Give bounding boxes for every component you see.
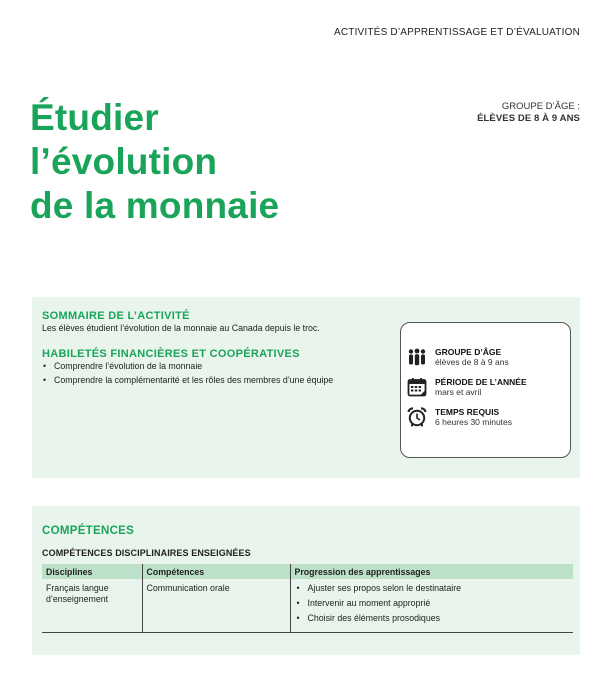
competences-section — [32, 506, 580, 655]
table-row — [42, 579, 573, 633]
cell-competence: Communication orale — [142, 579, 290, 633]
people-icon — [407, 347, 427, 367]
info-period-label: PÉRIODE DE L’ANNÉE — [435, 377, 527, 387]
list-item: • Ajuster ses propos selon le destinataire — [295, 583, 570, 594]
info-time-value: 6 heures 30 minutes — [435, 417, 513, 427]
list-item: • Intervenir au moment approprié — [295, 598, 570, 609]
info-time-label: TEMPS REQUIS — [435, 407, 500, 417]
cell-progression — [290, 579, 573, 633]
competences-heading: COMPÉTENCES — [42, 525, 135, 537]
skills-heading: HABILETÉS FINANCIÈRES ET COOPÉRATIVES — [42, 348, 300, 360]
info-age-value: élèves de 8 à 9 ans — [435, 357, 509, 367]
info-time-row — [407, 407, 512, 427]
age-group-block — [477, 101, 580, 125]
page-title — [30, 96, 279, 228]
calendar-icon — [407, 377, 427, 397]
skills-list — [42, 361, 362, 388]
list-item: • Comprendre l’évolution de la monnaie — [42, 361, 362, 373]
list-item: • Comprendre la complémentarité et les rôles des membres d’une équipe — [42, 375, 362, 387]
alarm-clock-icon — [407, 407, 427, 427]
info-period-row — [407, 377, 527, 397]
competences-table — [42, 564, 573, 633]
age-group-value: ÉLÈVES DE 8 À 9 ANS — [477, 113, 580, 124]
info-age-row — [407, 347, 509, 367]
column-header-disciplines: Disciplines — [42, 564, 142, 579]
summary-heading: SOMMAIRE DE L’ACTIVITÉ — [42, 310, 190, 322]
title-line-1: Étudier — [30, 97, 159, 138]
column-header-competences: Compétences — [142, 564, 290, 579]
column-header-progression: Progression des apprentissages — [290, 564, 573, 579]
document-category-header: ACTIVITÉS D’APPRENTISSAGE ET D’ÉVALUATION — [333, 27, 580, 38]
list-item: • Choisir des éléments prosodiques — [295, 613, 570, 624]
cell-discipline: Français langue d’enseignement — [46, 583, 109, 604]
competences-subheading: COMPÉTENCES DISCIPLINAIRES ENSEIGNÉES — [42, 548, 251, 558]
info-period-value: mars et avril — [435, 387, 482, 397]
info-age-label: GROUPE D’ÂGE — [435, 347, 502, 357]
activity-info-card — [400, 322, 571, 458]
summary-text: Les élèves étudient l’évolution de la monnaie au Canada depuis le troc. — [42, 323, 320, 333]
activity-summary-section — [32, 297, 580, 478]
title-line-2: l’évolution — [30, 141, 218, 182]
progression-list — [295, 583, 570, 624]
age-group-label: GROUPE D’ÂGE : — [501, 101, 580, 112]
title-line-3: de la monnaie — [30, 185, 280, 226]
table-header-row — [42, 564, 573, 579]
